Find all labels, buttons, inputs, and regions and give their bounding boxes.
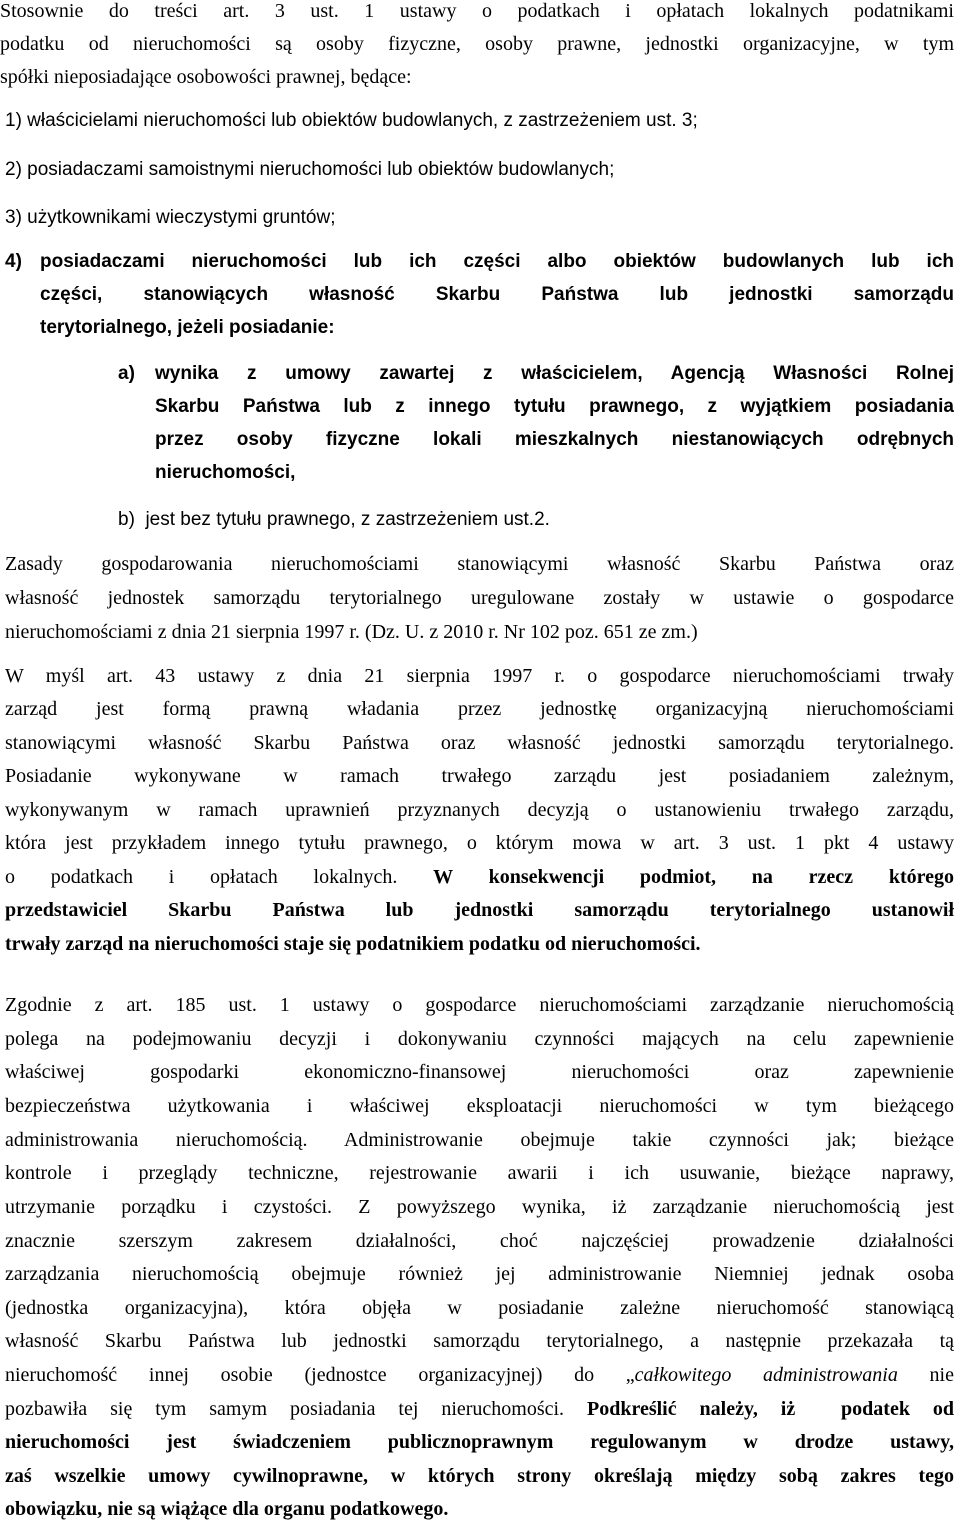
text-span: nie bbox=[897, 1364, 954, 1386]
text-line: polega na podejmowaniu decyzji i dokonywaniu czynności mających na celu zapewnienie bbox=[5, 1028, 954, 1050]
text-span: o podatkach i opłatach lokalnych. bbox=[5, 866, 398, 888]
bold-text-line: trwały zarząd na nieruchomości staje się podatnikiem podatku od nieruchomości. bbox=[5, 933, 701, 955]
text-line: zarządzania nieruchomością obejmuje również jej administrowanie Niemniej jednak osoba bbox=[5, 1263, 954, 1285]
bold-text-span: W konsekwencji podmiot, na rzecz którego bbox=[433, 866, 954, 888]
text-line: spółki nieposiadające osobowości prawnej, będące: bbox=[0, 66, 412, 88]
sub-item-a-line: przez osoby fizyczne lokali mieszkalnych niestanowiących odrębnych bbox=[155, 429, 954, 450]
bold-text-line: obowiązku, nie są wiążące dla organu podatkowego. bbox=[5, 1498, 449, 1520]
list-item-2: 2) posiadaczami samoistnymi nieruchomości lub obiektów budowlanych; bbox=[5, 159, 615, 180]
text-line: bezpieczeństwa użytkowania i właściwej eksploatacji nieruchomości w tym bieżącego bbox=[5, 1095, 954, 1117]
list-item-4-line: części, stanowiących własność Skarbu Państwa lub jednostki samorządu bbox=[40, 284, 954, 305]
text-line: kontrole i przeglądy techniczne, rejestrowanie awarii i ich usuwanie, bieżące naprawy, bbox=[5, 1162, 954, 1184]
text-line: zarząd jest formą prawną władania przez jednostkę organizacyjną nieruchomościami bbox=[5, 698, 954, 720]
sub-item-a-letter: a) bbox=[118, 363, 135, 384]
text-line bbox=[5, 862, 954, 892]
text-line: podatku od nieruchomości są osoby fizyczne, osoby prawne, jednostki organizacyjne, w tym bbox=[0, 33, 954, 55]
text-line: Zgodnie z art. 185 ust. 1 ustawy o gospodarce nieruchomościami zarządzanie nieruchomością bbox=[5, 994, 954, 1016]
text-line bbox=[5, 1394, 954, 1424]
bold-text-line: zaś wszelkie umowy cywilnoprawne, w których strony określają między sobą zakres tego bbox=[5, 1465, 954, 1487]
text-line: stanowiącymi własność Skarbu Państwa oraz własność jednostki samorządu terytorialnego. bbox=[5, 732, 954, 754]
text-line: znacznie szerszym zakresem działalności, choć najczęściej prowadzenie działalności bbox=[5, 1230, 954, 1252]
text-line: administrowania nieruchomością. Administrowanie obejmuje takie czynności jak; bieżące bbox=[5, 1129, 954, 1151]
text-span: nieruchomość innej osobie (jednostce organizacyjnej) do „ bbox=[5, 1364, 635, 1386]
text-line: właściwej gospodarki ekonomiczno-finansowej nieruchomości oraz zapewnienie bbox=[5, 1061, 954, 1083]
list-item-4-line: terytorialnego, jeżeli posiadanie: bbox=[40, 317, 335, 338]
list-item-3: 3) użytkownikami wieczystymi gruntów; bbox=[5, 207, 336, 228]
bold-text-span: Podkreślić należy, iż podatek od bbox=[586, 1398, 954, 1420]
text-line bbox=[5, 1360, 954, 1390]
text-line: która jest przykładem innego tytułu prawnego, o którym mowa w art. 3 ust. 1 pkt 4 ustawy bbox=[5, 832, 954, 854]
text-line: Zasady gospodarowania nieruchomościami stanowiącymi własność Skarbu Państwa oraz bbox=[5, 553, 954, 575]
italic-text-span: całkowitego administrowania bbox=[634, 1364, 898, 1386]
text-line: W myśl art. 43 ustawy z dnia 21 sierpnia 1997 r. o gospodarce nieruchomościami trwały bbox=[5, 665, 954, 687]
bold-text-line: nieruchomości jest świadczeniem publicznoprawnym regulowanym w drodze ustawy, bbox=[5, 1431, 954, 1453]
text-line: utrzymanie porządku i czystości. Z powyższego wynika, iż zarządzanie nieruchomością jest bbox=[5, 1196, 954, 1218]
text-line: Stosownie do treści art. 3 ust. 1 ustawy o podatkach i opłatach lokalnych podatnikami bbox=[0, 0, 954, 22]
text-line: Posiadanie wykonywane w ramach trwałego zarządu jest posiadaniem zależnym, bbox=[5, 765, 954, 787]
list-item-4-number: 4) bbox=[5, 251, 22, 272]
text-line: własność Skarbu Państwa lub jednostki samorządu terytorialnego, a następnie przekazała tą bbox=[5, 1330, 954, 1352]
sub-item-a-line: wynika z umowy zawartej z właścicielem, Agencją Własności Rolnej bbox=[155, 363, 954, 384]
list-item-4-line: posiadaczami nieruchomości lub ich części albo obiektów budowlanych lub ich bbox=[40, 251, 954, 272]
text-line: wykonywanym w ramach uprawnień przyznanych decyzją o ustanowieniu trwałego zarządu, bbox=[5, 799, 954, 821]
text-line: nieruchomościami z dnia 21 sierpnia 1997 r. (Dz. U. z 2010 r. Nr 102 poz. 651 ze zm.) bbox=[5, 621, 698, 643]
sub-item-a-line: Skarbu Państwa lub z innego tytułu prawnego, z wyjątkiem posiadania bbox=[155, 396, 954, 417]
text-span: pozbawiła się tym samym posiadania tej nieruchomości. bbox=[5, 1398, 587, 1420]
text-line: własność jednostek samorządu terytorialnego uregulowane zostały w ustawie o gospodarce bbox=[5, 587, 954, 609]
sub-item-a-line: nieruchomości, bbox=[155, 462, 296, 483]
bold-text-line: przedstawiciel Skarbu Państwa lub jednostki samorządu terytorialnego ustanowił bbox=[5, 899, 954, 921]
sub-item-b: b) jest bez tytułu prawnego, z zastrzeżeniem ust.2. bbox=[118, 509, 550, 530]
text-line: (jednostka organizacyjna), która objęła w posiadanie zależne nieruchomość stanowiącą bbox=[5, 1297, 954, 1319]
list-item-1: 1) właścicielami nieruchomości lub obiektów budowlanych, z zastrzeżeniem ust. 3; bbox=[5, 110, 698, 131]
